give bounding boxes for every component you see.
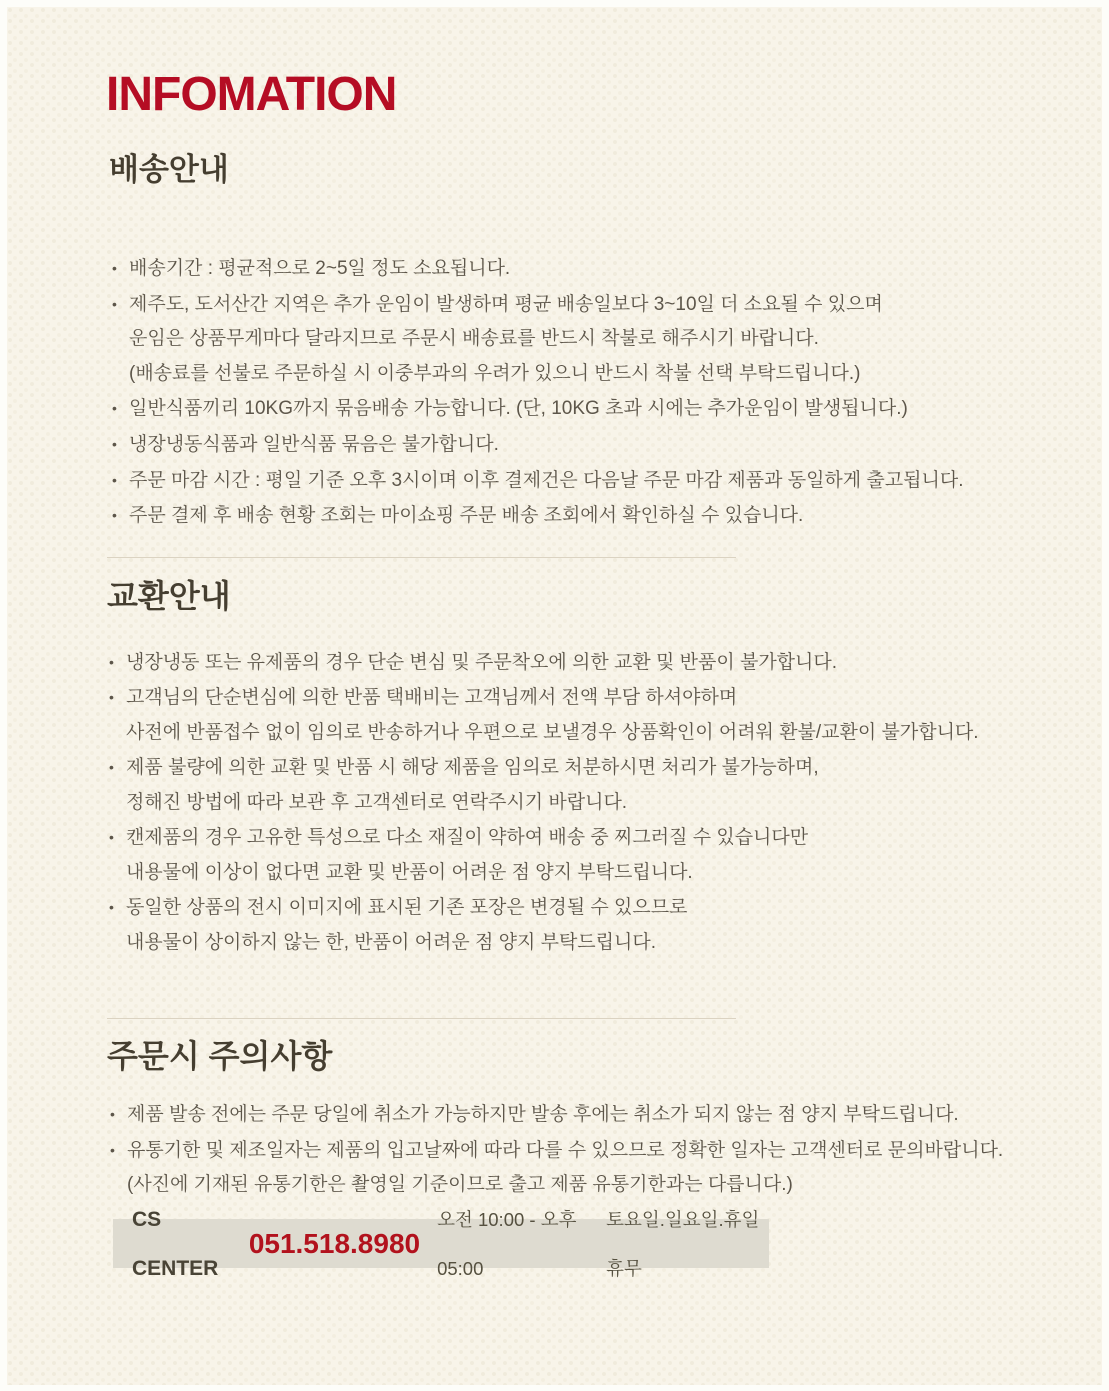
exchange-notice-list (109, 645, 979, 960)
bullet-icon: • (109, 654, 114, 670)
bullet-icon: • (112, 507, 117, 524)
bullet-icon: • (109, 829, 114, 845)
list-item-line: • 동일한 상품의 전시 이미지에 표시된 기존 포장은 변경될 수 있으므로 (109, 890, 979, 925)
list-item-line: 내용물이 상이하지 않는 한, 반품이 어려운 점 양지 부탁드립니다. (126, 932, 656, 953)
list-item-line: • 일반식품끼리 10KG까지 묶음배송 가능합니다. (단, 10KG 초과 시에는 추가운임이 발생됩니다.) (112, 391, 963, 427)
list-item-line: • 고객님의 단순변심에 의한 반품 택배비는 고객님께서 전액 부담 하셔야하며 (109, 680, 979, 715)
section-heading-exchange: 교환안내 (107, 578, 231, 614)
bullet-icon: • (112, 260, 117, 276)
section-heading-delivery: 배송안내 (109, 152, 229, 187)
bullet-icon: • (112, 400, 117, 417)
list-item-line: • 제주도, 도서산간 지역은 추가 운임이 발생하며 평균 배송일보다 3~10일 더 소요될 수 있으며 (112, 287, 963, 323)
bullet-icon: • (109, 689, 114, 705)
textured-background (7, 7, 1102, 1385)
caution-notice-list (110, 1097, 1003, 1203)
bullet-icon: • (110, 1141, 115, 1158)
bullet-icon: • (112, 471, 117, 488)
list-item-line: • 주문 마감 시간 : 평일 기준 오후 3시이며 이후 결제건은 다음날 주문 마감 제품과 동일하게 출고됩니다. (112, 463, 963, 499)
cs-center-label: CS CENTER (132, 1207, 219, 1280)
list-item-line: • 배송기간 : 평균적으로 2~5일 정도 소요됩니다. (112, 251, 963, 287)
list-item-line: • 냉장냉동식품과 일반식품 묶음은 불가합니다. (112, 427, 963, 463)
list-item-line: 내용물에 이상이 없다면 교환 및 반품이 어려운 점 양지 부탁드립니다. (126, 862, 693, 883)
list-item-line: 운임은 상품무게마다 달라지므로 주문시 배송료를 반드시 착불로 해주시기 바랍니다. (129, 328, 819, 350)
cs-opening-hours: 오전 10:00 - 오후 05:00 (437, 1208, 577, 1279)
section-heading-caution: 주문시 주의사항 (107, 1038, 333, 1074)
list-item-line: • 제품 발송 전에는 주문 당일에 취소가 가능하지만 발송 후에는 취소가 되지 않는 점 양지 부탁드립니다. (110, 1097, 1003, 1133)
bullet-icon: • (109, 899, 114, 915)
list-item-line: 정해진 방법에 따라 보관 후 고객센터로 연락주시기 바랍니다. (126, 792, 628, 813)
section-divider (107, 557, 736, 558)
bullet-icon: • (112, 295, 117, 312)
list-item-line: (배송료를 선불로 주문하실 시 이중부과의 우려가 있으니 반드시 착불 선택 부탁드립니다.) (129, 362, 861, 384)
list-item-line: 사전에 반품접수 없이 임의로 반송하거나 우편으로 보낼경우 상품확인이 어려워 환불/교환이 불가합니다. (126, 722, 979, 743)
cs-holiday-notice: 토요일.일요일.휴일 휴무 (606, 1208, 760, 1279)
cs-center-bar (113, 1207, 769, 1280)
bullet-icon: • (110, 1106, 115, 1122)
list-item-line: • 냉장냉동 또는 유제품의 경우 단순 변심 및 주문착오에 의한 교환 및 반품이 불가합니다. (109, 645, 979, 680)
delivery-notice-list (112, 251, 963, 534)
list-item-line: • 유통기한 및 제조일자는 제품의 입고날짜에 따라 다를 수 있으므로 정확한 일자는 고객센터로 문의바랍니다. (110, 1133, 1003, 1169)
bullet-icon: • (109, 759, 114, 775)
list-item-line: • 캔제품의 경우 고유한 특성으로 다소 재질이 약하여 배송 중 찌그러질 수 있습니다만 (109, 820, 979, 855)
list-item-line: • 주문 결제 후 배송 현황 조회는 마이쇼핑 주문 배송 조회에서 확인하실 수 있습니다. (112, 498, 963, 534)
list-item-line: (사진에 기재된 유통기한은 촬영일 기준이므로 출고 제품 유통기한과는 다릅니다.) (127, 1174, 793, 1195)
cs-phone-number: 051.518.8980 (248, 1228, 421, 1259)
section-divider (107, 1018, 736, 1019)
page-title: INFOMATION (106, 68, 397, 121)
bullet-icon: • (112, 435, 117, 452)
list-item-line: • 제품 불량에 의한 교환 및 반품 시 해당 제품을 임의로 처분하시면 처리가 불가능하며, (109, 750, 979, 785)
